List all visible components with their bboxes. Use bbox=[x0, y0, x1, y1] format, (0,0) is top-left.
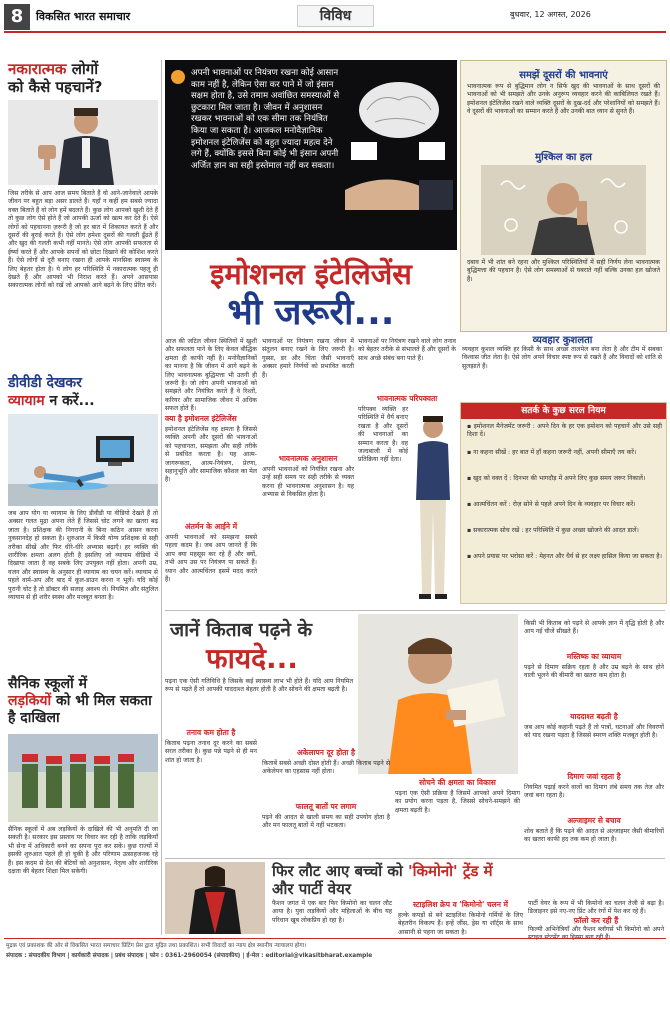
article-body-sainik-school: सैनिक स्कूलों में अब लड़कियों के दाखिले की भी अनुमति दी जा सकती है। सरकार इस प्रस्ताव पर विचार कर रही है ताकि लड़कियाँ भी सेना में अधिकारी बनने का सपना पूरा कर सकें। कुछ राज्यों में इसकी शुरुआत पहले ही हो चुकी है और परिणाम उत्साहजनक रहे हैं। इस कदम से देश की बेटियों को अनुशासन, नेतृत्व और शारीरिक दक्षता की बेहतर शिक्षा मिल सकेगी। bbox=[8, 826, 158, 876]
photo-girl-cadets bbox=[8, 734, 158, 822]
books-intro: पढ़ना एक ऐसी गतिविधि है जिसके कई स्वास्थ्य लाभ भी होते हैं। यदि आप नियमित रूप से पढ़ते हैं तो आपकी याददाश्त बेहतर होती है और सोचने की क्षमता बढ़ती है। bbox=[165, 678, 353, 694]
article-body-negative-people: जिस तरीके से आप आज समय बिताते हैं वो आने-जानेवाले आपके जीवन पर बहुत बड़ा असर डालते हैं। यहाँ न कहीं हम सबसे ज्यादा वक्त बिताते हैं वो लोग हमें बदलते हैं। कुछ लोग आपको खुशी देते हैं तो कुछ लोग ऐसे होते हैं जो आपकी ऊर्जा को खत्म कर देते हैं। ऐसे लोगों को पहचानना ज़रूरी है जो हर बात में शिकायत करते हैं और दूसरों की बुराई करते हैं। ऐसे लोग हमेशा दूसरों की गलती ढूँढते हैं और खुद की गलती कभी नहीं मानते। ऐसे लोग आपकी सफलता से ईर्ष्या करते हैं और आपके सपनों को छोटा दिखाने की कोशिश करते हैं। ऐसे लोगों से दूरी बनाए रखना ही आपके मानसिक स्वास्थ्य के लिए बेहतर होता है। ये लोग हर परिस्थिति में नकारात्मक पहलू ही देखते हैं और आपको भी निराश करते हैं। अपने आसपास सकारात्मक लोगों को रखें जो आपको आगे बढ़ने के लिए प्रेरित करें। bbox=[8, 190, 158, 290]
photo-woman-kimono bbox=[165, 862, 265, 934]
headline-dvd-exercise: डीवीडी देखकर व्यायाम न करें... bbox=[8, 375, 95, 409]
editor-line: संपादक : संपादकीय विभाग | कार्यकारी संपादक | प्रबंध संपादक | फोन : 0361-2960054 (संपादकीय) | ई-मेल : editorial@vikasitbharat.example bbox=[6, 953, 373, 959]
subhead-emotional-maturity: भावनात्मक परिपक्वता bbox=[376, 394, 438, 403]
photo-thinking-man bbox=[481, 165, 646, 255]
body-stylish-kimono: हल्के कपड़ों से बने स्टाइलिश किमोनो गर्मियों के लिए बेहतरीन विकल्प हैं। इन्हें जींस, ड्रेस या शॉर्ट्स के साथ आसानी से पहना जा सकता है। bbox=[398, 912, 523, 936]
subhead-what-is-ei: क्या है इमोशनल इंटेलिजेंस bbox=[165, 414, 237, 423]
body-young-brain: नियमित पढ़ाई करने वालों का दिमाग लंबे समय तक तेज और जवां बना रहता है। bbox=[524, 784, 664, 800]
newspaper-name: विकसित भारत समाचार bbox=[36, 10, 131, 23]
body-emotional-maturity: परिपक्व व्यक्ति हर परिस्थिति में धैर्य बनाए रखता है और दूसरों की भावनाओं का सम्मान करता है। वह जल्दबाजी में कोई प्रतिक्रिया नहीं देता। bbox=[358, 406, 408, 464]
body-useless-talk: पढ़ने की आदत से खाली समय का सही उपयोग होता है और मन फालतू बातों में नहीं भटकता। bbox=[262, 814, 390, 830]
subhead-young-brain: दिमाग जवां रहता है bbox=[567, 772, 621, 781]
body-brain-exercise: पढ़ने से दिमाग सक्रिय रहता है और उम्र बढ़ने के साथ होने वाली भूलने की बीमारी का खतरा कम होता है। bbox=[524, 664, 664, 680]
subhead-following: फ़ॉलो कर रही हैं bbox=[573, 916, 619, 925]
body-fashion-intro: फैशन जगत में एक बार फिर किमोनो का चलन लौट आया है। युवा लड़कियों और महिलाओं के बीच यह परिधान खूब लोकप्रिय हो रहा है। bbox=[272, 900, 392, 924]
photo-thumbs-down-man bbox=[8, 100, 158, 185]
body-difficulty-solution: दबाव में भी शांत बने रहना और मुश्किल परिस्थितियों में सही निर्णय लेना भावनात्मक बुद्धिमत्ता की पहचान है। ऐसे लोग समस्याओं से घबराते नहीं बल्कि उनका हल खोजते हैं। bbox=[467, 259, 660, 283]
tip-item: ▪ अपने प्रयास पर भरोसा करें : मेहनत और धैर्य से हर लक्ष्य हासिल किया जा सकता है। bbox=[467, 553, 662, 560]
subhead-stress-less: तनाव कम होता है bbox=[186, 728, 236, 737]
main-title-line2: भी जरूरी... bbox=[227, 292, 395, 333]
subhead-loneliness: अकेलापन दूर होता है bbox=[297, 748, 355, 757]
banner-quote: अपनी भावनाओं पर नियंत्रण रखना कोई आसान काम नहीं है, लेकिन ऐसा कर पाने में जो इंसान सक्षम होता है, उसे तमाम अवांछित समस्याओं से छुटकारा मिल जाता है। जीवन में अनुशासन रखकर भावनाओं को एक सीमा तक नियंत्रित किया जा सकता है। आजकल मनोवैज्ञानिक इमोशनल इंटेलिजेंस को बहुत ज्यादा महत्व देने लगे हैं, क्योंकि इससे बिना कोई भी इंसान अपनी अर्जित ज्ञान का सही इस्तेमाल नहीं कर सकता। bbox=[191, 68, 340, 171]
subhead-stylish-kimono: स्टाइलिश क्रेप व 'किमोनो' चलन में bbox=[412, 900, 509, 909]
subhead-difficulty-solution: मुश्किल का हल bbox=[535, 152, 592, 163]
banner-emotion bbox=[165, 60, 457, 250]
section-title: विविध bbox=[297, 5, 374, 27]
fashion-title-kimono: 'किमोनो' ट्रेंड में bbox=[407, 862, 493, 880]
headline-negative-people: नकारात्मक लोगों को कैसे पहचानें? bbox=[8, 60, 103, 96]
section-divider bbox=[165, 610, 665, 611]
page-header bbox=[0, 0, 670, 52]
imprint-line: मुद्रक एवं प्रकाशक की ओर से विकसित भारत समाचार प्रिंटिंग प्रेस द्वारा मुद्रित तथा प्रकाशित। सभी विवादों का न्याय क्षेत्र स्थानीय न्यायालय होगा। bbox=[6, 943, 307, 949]
main-col3-body: भावनाओं पर नियंत्रण रखने वाले लोग तनाव को बेहतर तरीके से संभालते हैं और दूसरों के साथ अच्छे संबंध बना पाते हैं। bbox=[358, 338, 456, 362]
article-negative-people bbox=[8, 60, 158, 96]
main-col2-body: भावनाओं पर नियंत्रण रखना जीवन में संतुलन बनाए रखने के लिए जरूरी है। गुस्सा, डर और चिंता जैसी भावनाएँ अक्सर हमारे निर्णयों को प्रभावित करती हैं। bbox=[262, 338, 354, 379]
tip-item: ▪ सकारात्मक सोच रखें : हर परिस्थिति में कुछ अच्छा खोजने की आदत डालें। bbox=[467, 527, 639, 534]
subhead-alzheimer: अल्जाइमर से बचाव bbox=[567, 816, 621, 825]
main-title-line1: इमोशनल इंटेलिजेंस bbox=[210, 257, 412, 291]
headline-sainik-school: सैनिक स्कूलों में लड़कियों को भी मिल सकता है दाखिला bbox=[8, 676, 152, 726]
body-stress-less: किताब पढ़ना तनाव दूर करने का सबसे सरल तरीका है। कुछ पन्ने पढ़ने से ही मन शांत हो जाता है। bbox=[165, 740, 257, 764]
subhead-thinking-ability: सोचने की क्षमता का विकास bbox=[419, 778, 496, 787]
main-feature-title bbox=[165, 256, 457, 334]
books-right-intro: किसी भी किताब को पढ़ने से आपके ज्ञान में वृद्धि होती है और आप नई चीजें सीखते हैं। bbox=[524, 620, 664, 636]
main-intro: आज की जटिल जीवन स्थितियों में खुशी और सफलता पाने के लिए केवल बौद्धिक क्षमता ही काफी नहीं है। मनोवैज्ञानिकों का मानना है कि जीवन में आगे बढ़ने के लिए भावनात्मक बुद्धिमत्ता भी उतनी ही जरूरी है। जो लोग अपनी भावनाओं को समझते और नियंत्रित करते हैं वे रिश्तों, करियर और सामाजिक जीवन में अधिक सफल होते हैं। bbox=[165, 338, 257, 413]
subhead-memory: याददाश्त बढ़ती है bbox=[570, 712, 618, 721]
tip-item: ▪ आत्मचिंतन करें : रोज़ सोने से पहले अपने दिन के व्यवहार पर विचार करें। bbox=[467, 501, 636, 508]
body-understand-others: भावनात्मक रूप से बुद्धिमान लोग न सिर्फ खुद की भावनाओं के साथ दूसरों की भावनाओं को भी समझते और उनके अनुरूप व्यवहार करने की काबिलियत रखते हैं। इमोशनल इंटेलिजेंस रखने वाले व्यक्ति दूसरों के दुख-दर्द और परेशानियों को समझते हैं। वे दूसरों की भावनाओं का सम्मान करते हैं और उनकी बात ध्यान से सुनते हैं। bbox=[467, 83, 660, 116]
tip-item: ▪ इमोशनल मैनेजमेंट जरूरी : अपने दिन के हर एक इमोशन को पहचानें और उसे सही दिशा दें। bbox=[467, 423, 662, 439]
subhead-brain-exercise: मस्तिष्क का व्यायाम bbox=[566, 652, 622, 661]
body-emotional-discipline: अपनी भावनाओं को नियंत्रित रखना और उन्हें सही समय पर सही तरीके से व्यक्त करना ही भावनात्मक अनुशासन है। यह अभ्यास से विकसित होता है। bbox=[262, 466, 354, 499]
tip-item: ▪ खुद को वक्त दें : दिनभर की भागदौड़ में अपने लिए कुछ समय जरूर निकालें। bbox=[467, 475, 646, 482]
article-understand-others bbox=[460, 60, 667, 332]
issue-date: बुधवार, 12 अगस्त, 2026 bbox=[510, 10, 591, 19]
body-behavior-skill: व्यवहार कुशल व्यक्ति हर किसी के साथ अच्छा तालमेल बना लेता है और टीम में सबका विश्वास जीत लेता है। ऐसे लोग अपने विचार स्पष्ट रूप से रखते हैं और विवादों को शांति से सुलझाते हैं। bbox=[462, 346, 662, 370]
body-following: फिल्मी अभिनेत्रियाँ और फैशन ब्लॉगर्स भी किमोनो को अपने bbox=[528, 926, 664, 933]
body-alzheimer: शोध बताते हैं कि पढ़ने की आदत से अल्जाइमर जैसी बीमारियों का खतरा काफी हद तक कम हो जाता है। bbox=[524, 828, 664, 844]
body-party-wear: पार्टी वेयर के रूप में भी किमोनो का चलन तेजी से बढ़ा है। डिजाइनर इसे नए-नए प्रिंट और रंगों में पेश कर रहे हैं। bbox=[528, 900, 664, 916]
subhead-inner-mirror: अंतर्मन के आईने में bbox=[184, 522, 238, 531]
fashion-title-line1: फिर लौट आए बच्चों को bbox=[272, 862, 403, 880]
body-inner-mirror: अपनी भावनाओं को समझना सबसे पहला कदम है। जब आप जानते हैं कि आप क्या महसूस कर रहे हैं और क्यों, तभी आप उस पर नियंत्रण पा सकते हैं। ध्यान और आत्मचिंतन इसमें मदद करते हैं। bbox=[165, 534, 257, 584]
subhead-emotional-discipline: भावनात्मक अनुशासन bbox=[278, 454, 338, 463]
photo-woman-exercise bbox=[8, 414, 158, 506]
photo-standing-man bbox=[408, 410, 458, 602]
quote-icon bbox=[171, 70, 185, 84]
subhead-useless-talk: फालतू बातों पर लगाम bbox=[295, 802, 357, 811]
books-title-line2: फायदे... bbox=[206, 642, 298, 675]
page-number: 8 bbox=[4, 4, 30, 30]
tip-item: ▪ ना कहना सीखें : हर बात में हाँ कहना जरूरी नहीं, अपनी सीमाएँ तय करें। bbox=[467, 449, 637, 456]
tips-list bbox=[467, 423, 662, 579]
body-memory: जब आप कोई कहानी पढ़ते हैं तो पात्रों, घटनाओं और विवरणों को याद रखना पड़ता है जिससे स्मरण शक्ति मजबूत होती है। bbox=[524, 724, 664, 740]
tips-box bbox=[460, 402, 667, 604]
body-what-is-ei: इमोशनल इंटेलिजेंस वह क्षमता है जिससे व्यक्ति अपनी और दूसरों की भावनाओं को पहचानता, समझता और सही तरीके से प्रबंधित करता है। यह आत्म-जागरूकता, आत्म-नियंत्रण, प्रेरणा, सहानुभूति और सामाजिक कौशल का मेल है। bbox=[165, 426, 257, 484]
tips-title: सतर्क के कुछ सरल नियम bbox=[461, 403, 666, 419]
fashion-title-line2: और पार्टी वेयर bbox=[272, 880, 351, 898]
column-divider bbox=[161, 60, 162, 935]
header-rule bbox=[4, 31, 666, 33]
books-title-line1: जानें किताब पढ़ने के bbox=[170, 619, 313, 641]
brain-hand-illustration bbox=[345, 70, 453, 245]
footer-rule bbox=[4, 938, 666, 939]
body-thinking-ability: पढ़ना एक ऐसी प्रक्रिया है जिसमें आपको अपने दिमाग का प्रयोग करना पड़ता है, जिससे सोचने-समझने की क्षमता बढ़ती है। bbox=[395, 790, 520, 814]
fashion-title bbox=[272, 862, 664, 898]
section-divider bbox=[165, 858, 665, 859]
subhead-understand-others: समझें दूसरों की भावनाएं bbox=[519, 70, 608, 81]
body-loneliness: किताबें सबसे अच्छी दोस्त होती हैं। अच्छी किताब पढ़ने से अकेलेपन का एहसास नहीं होता। bbox=[262, 760, 390, 776]
article-body-dvd-exercise: जब आप योग या व्यायाम के लिए डीवीडी या वीडियो देखते हैं तो अक्सर गलत मुद्रा अपना लेते हैं जिससे चोट लगने का खतरा बढ़ जाता है। प्रशिक्षक की निगरानी के बिना कठिन आसन करना नुकसानदेह हो सकता है। शुरुआत में किसी योग्य प्रशिक्षक से सही तरीका सीखें और फिर धीरे-धीरे अभ्यास बढ़ाएँ। हर व्यक्ति की शारीरिक क्षमता अलग होती है इसलिए जो व्यायाम वीडियो में दिखाया जाता है वह सबके लिए उपयुक्त नहीं होता। अपनी उम्र, वजन और स्वास्थ्य के अनुसार ही व्यायाम का चयन करें। व्यायाम से पहले वार्म-अप और बाद में कूल-डाउन करना न भूलें। यदि कोई पुरानी चोट है तो डॉक्टर की सलाह अवश्य लें। नियमित और संतुलित व्यायाम से ही शरीर स्वस्थ और मजबूत बनता है। bbox=[8, 510, 158, 602]
subhead-behavior-skill: व्यवहार कुशलता bbox=[532, 335, 593, 346]
